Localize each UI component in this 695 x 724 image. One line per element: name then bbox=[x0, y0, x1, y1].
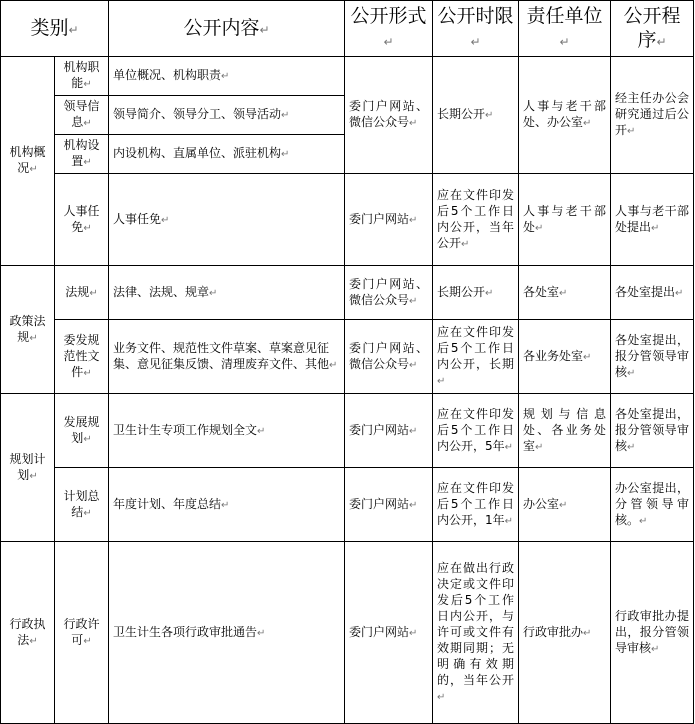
category-cell: 规划计划↵ bbox=[1, 394, 55, 542]
header-form: 公开形式↵ bbox=[345, 1, 433, 57]
header-procedure: 公开程序↵ bbox=[611, 1, 694, 57]
content-cell: 卫生计生专项工作规划全文↵ bbox=[109, 394, 345, 468]
form-cell: 委门户网站、微信公众号↵ bbox=[345, 57, 433, 174]
content-cell: 人事任免↵ bbox=[109, 174, 345, 266]
time-cell: 应在文件印发后5个工作日内公开，当年公开↵ bbox=[433, 174, 519, 266]
subcategory-cell: 法规↵ bbox=[55, 266, 109, 320]
header-category: 类别↵ bbox=[1, 1, 109, 57]
form-cell: 委门户网站↵ bbox=[345, 174, 433, 266]
subcategory-cell: 机构职能↵ bbox=[55, 57, 109, 96]
table-row bbox=[1, 468, 694, 542]
content-cell: 单位概况、机构职责↵ bbox=[109, 57, 345, 96]
procedure-cell: 各处室提出，报分管领导审核↵ bbox=[611, 320, 694, 394]
procedure-cell: 各处室提出，报分管领导审核↵ bbox=[611, 394, 694, 468]
time-cell: 应在文件印发后5个工作日内公开，长期↵ bbox=[433, 320, 519, 394]
category-cell: 政策法规↵ bbox=[1, 266, 55, 394]
category-cell: 机构概况↵ bbox=[1, 57, 55, 266]
table-row bbox=[1, 57, 694, 96]
table-row bbox=[1, 320, 694, 394]
time-cell: 应在文件印发后5个工作日内公开，1年↵ bbox=[433, 468, 519, 542]
header-row bbox=[1, 1, 694, 57]
responsible-cell: 规划与信息处、各业务处室↵ bbox=[519, 394, 611, 468]
header-time: 公开时限↵ bbox=[433, 1, 519, 57]
content-cell: 年度计划、年度总结↵ bbox=[109, 468, 345, 542]
subcategory-cell: 发展规划↵ bbox=[55, 394, 109, 468]
procedure-cell: 人事与老干部处提出↵ bbox=[611, 174, 694, 266]
header-content: 公开内容↵ bbox=[109, 1, 345, 57]
content-cell: 内设机构、直属单位、派驻机构↵ bbox=[109, 135, 345, 174]
table-row bbox=[1, 394, 694, 468]
subcategory-cell: 人事任免↵ bbox=[55, 174, 109, 266]
table-row bbox=[1, 542, 694, 724]
procedure-cell: 行政审批办提出，报分管领导审核↵ bbox=[611, 542, 694, 724]
subcategory-cell: 委发规范性文件↵ bbox=[55, 320, 109, 394]
responsible-cell: 各业务处室↵ bbox=[519, 320, 611, 394]
subcategory-cell: 领导信息↵ bbox=[55, 96, 109, 135]
time-cell: 长期公开↵ bbox=[433, 266, 519, 320]
time-cell: 应在做出行政决定或文件印发后5个工作日内公开，与许可或文件有效期同期；无明确有效期的，当年公开↵ bbox=[433, 542, 519, 724]
content-cell: 卫生计生各项行政审批通告↵ bbox=[109, 542, 345, 724]
table-row bbox=[1, 266, 694, 320]
table-row bbox=[1, 174, 694, 266]
form-cell: 委门户网站、微信公众号↵ bbox=[345, 320, 433, 394]
form-cell: 委门户网站↵ bbox=[345, 394, 433, 468]
content-cell: 法律、法规、规章↵ bbox=[109, 266, 345, 320]
responsible-cell: 人事与老干部处、办公室↵ bbox=[519, 57, 611, 174]
procedure-cell: 办公室提出，分管领导审核。↵ bbox=[611, 468, 694, 542]
procedure-cell: 各处室提出↵ bbox=[611, 266, 694, 320]
responsible-cell: 人事与老干部处↵ bbox=[519, 174, 611, 266]
responsible-cell: 各处室↵ bbox=[519, 266, 611, 320]
procedure-cell: 经主任办公会研究通过后公开↵ bbox=[611, 57, 694, 174]
form-cell: 委门户网站、微信公众号↵ bbox=[345, 266, 433, 320]
subcategory-cell: 行政许可↵ bbox=[55, 542, 109, 724]
time-cell: 长期公开↵ bbox=[433, 57, 519, 174]
subcategory-cell: 计划总结↵ bbox=[55, 468, 109, 542]
form-cell: 委门户网站↵ bbox=[345, 468, 433, 542]
subcategory-cell: 机构设置↵ bbox=[55, 135, 109, 174]
header-responsible: 责任单位↵ bbox=[519, 1, 611, 57]
category-cell: 行政执法↵ bbox=[1, 542, 55, 724]
form-cell: 委门户网站↵ bbox=[345, 542, 433, 724]
content-cell: 领导简介、领导分工、领导活动↵ bbox=[109, 96, 345, 135]
time-cell: 应在文件印发后5个工作日内公开，5年↵ bbox=[433, 394, 519, 468]
content-cell: 业务文件、规范性文件草案、草案意见征集、意见征集反馈、清理废弃文件、其他↵ bbox=[109, 320, 345, 394]
responsible-cell: 行政审批办↵ bbox=[519, 542, 611, 724]
responsible-cell: 办公室↵ bbox=[519, 468, 611, 542]
